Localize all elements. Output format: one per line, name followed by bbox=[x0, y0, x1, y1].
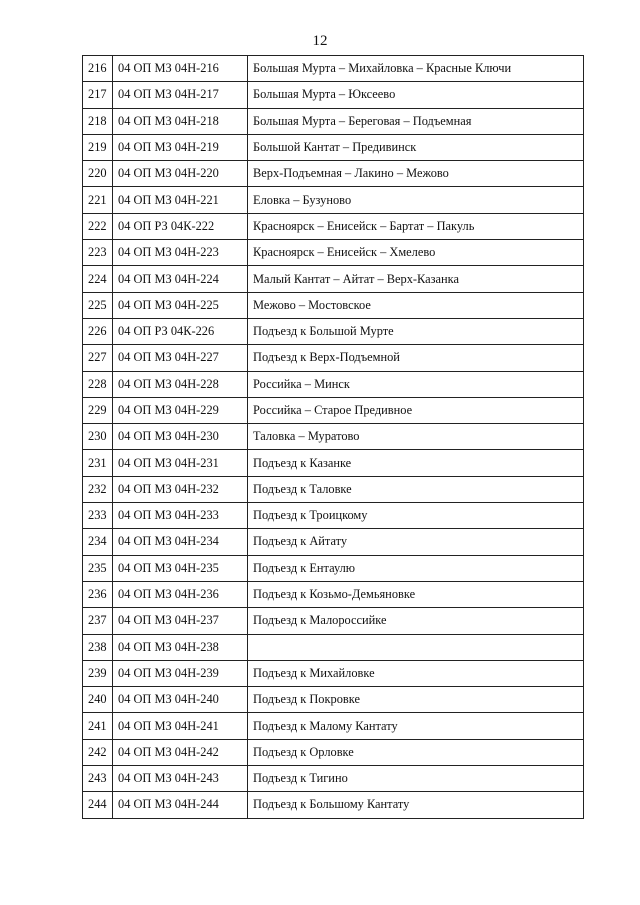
road-code-cell: 04 ОП МЗ 04Н-237 bbox=[113, 608, 248, 634]
road-code-cell: 04 ОП МЗ 04Н-236 bbox=[113, 581, 248, 607]
row-number-cell: 232 bbox=[83, 476, 113, 502]
road-name-cell: Малый Кантат – Айтат – Верх-Казанка bbox=[248, 266, 584, 292]
table-row bbox=[83, 108, 584, 134]
row-number-cell: 220 bbox=[83, 161, 113, 187]
table-row bbox=[83, 608, 584, 634]
road-code-cell: 04 ОП МЗ 04Н-218 bbox=[113, 108, 248, 134]
row-number-cell: 236 bbox=[83, 581, 113, 607]
road-name-cell: Верх-Подъемная – Лакино – Межово bbox=[248, 161, 584, 187]
road-name-cell: Подъезд к Троицкому bbox=[248, 503, 584, 529]
row-number-cell: 230 bbox=[83, 424, 113, 450]
table-row bbox=[83, 581, 584, 607]
road-code-cell: 04 ОП МЗ 04Н-221 bbox=[113, 187, 248, 213]
road-code-cell: 04 ОП МЗ 04Н-243 bbox=[113, 766, 248, 792]
road-name-cell: Подъезд к Малому Кантату bbox=[248, 713, 584, 739]
table-row bbox=[83, 56, 584, 82]
row-number-cell: 241 bbox=[83, 713, 113, 739]
page-number: 12 bbox=[312, 33, 328, 49]
row-number-cell: 240 bbox=[83, 687, 113, 713]
table-row bbox=[83, 450, 584, 476]
row-number-cell: 242 bbox=[83, 739, 113, 765]
table-row bbox=[83, 792, 584, 818]
row-number-cell: 221 bbox=[83, 187, 113, 213]
row-number-cell: 229 bbox=[83, 397, 113, 423]
road-code-cell: 04 ОП МЗ 04Н-233 bbox=[113, 503, 248, 529]
road-name-cell: Подъезд к Тигино bbox=[248, 766, 584, 792]
table-row bbox=[83, 161, 584, 187]
road-name-cell bbox=[248, 634, 584, 660]
road-code-cell: 04 ОП МЗ 04Н-228 bbox=[113, 371, 248, 397]
table-row bbox=[83, 687, 584, 713]
road-code-cell: 04 ОП МЗ 04Н-241 bbox=[113, 713, 248, 739]
row-number-cell: 228 bbox=[83, 371, 113, 397]
road-code-cell: 04 ОП МЗ 04Н-223 bbox=[113, 240, 248, 266]
road-name-cell: Подъезд к Ентаулю bbox=[248, 555, 584, 581]
table-row bbox=[83, 766, 584, 792]
road-code-cell: 04 ОП МЗ 04Н-235 bbox=[113, 555, 248, 581]
road-code-cell: 04 ОП МЗ 04Н-220 bbox=[113, 161, 248, 187]
table-row bbox=[83, 529, 584, 555]
row-number-cell: 244 bbox=[83, 792, 113, 818]
table-row bbox=[83, 660, 584, 686]
row-number-cell: 234 bbox=[83, 529, 113, 555]
road-code-cell: 04 ОП МЗ 04Н-242 bbox=[113, 739, 248, 765]
table-row bbox=[83, 739, 584, 765]
road-name-cell: Подъезд к Козьмо-Демьяновке bbox=[248, 581, 584, 607]
table-row bbox=[83, 292, 584, 318]
table-row bbox=[83, 397, 584, 423]
row-number-cell: 225 bbox=[83, 292, 113, 318]
table-row bbox=[83, 371, 584, 397]
row-number-cell: 237 bbox=[83, 608, 113, 634]
road-name-cell: Большой Кантат – Предивинск bbox=[248, 134, 584, 160]
road-name-cell: Подъезд к Михайловке bbox=[248, 660, 584, 686]
table-row bbox=[83, 134, 584, 160]
road-code-cell: 04 ОП МЗ 04Н-234 bbox=[113, 529, 248, 555]
road-name-cell: Российка – Старое Предивное bbox=[248, 397, 584, 423]
road-code-cell: 04 ОП МЗ 04Н-230 bbox=[113, 424, 248, 450]
road-code-cell: 04 ОП МЗ 04Н-224 bbox=[113, 266, 248, 292]
row-number-cell: 226 bbox=[83, 318, 113, 344]
road-name-cell: Большая Мурта – Береговая – Подъемная bbox=[248, 108, 584, 134]
roads-table bbox=[82, 55, 584, 819]
row-number-cell: 233 bbox=[83, 503, 113, 529]
row-number-cell: 217 bbox=[83, 82, 113, 108]
row-number-cell: 235 bbox=[83, 555, 113, 581]
row-number-cell: 218 bbox=[83, 108, 113, 134]
row-number-cell: 239 bbox=[83, 660, 113, 686]
road-code-cell: 04 ОП РЗ 04К-222 bbox=[113, 213, 248, 239]
road-code-cell: 04 ОП МЗ 04Н-232 bbox=[113, 476, 248, 502]
road-code-cell: 04 ОП МЗ 04Н-229 bbox=[113, 397, 248, 423]
road-name-cell: Таловка – Муратово bbox=[248, 424, 584, 450]
road-code-cell: 04 ОП МЗ 04Н-217 bbox=[113, 82, 248, 108]
road-code-cell: 04 ОП МЗ 04Н-240 bbox=[113, 687, 248, 713]
road-code-cell: 04 ОП МЗ 04Н-227 bbox=[113, 345, 248, 371]
road-code-cell: 04 ОП МЗ 04Н-244 bbox=[113, 792, 248, 818]
road-name-cell: Подъезд к Казанке bbox=[248, 450, 584, 476]
table-row bbox=[83, 82, 584, 108]
table-row bbox=[83, 318, 584, 344]
table-row bbox=[83, 266, 584, 292]
table-row bbox=[83, 345, 584, 371]
road-name-cell: Межово – Мостовское bbox=[248, 292, 584, 318]
table-row bbox=[83, 634, 584, 660]
road-name-cell: Подъезд к Покровке bbox=[248, 687, 584, 713]
table-row bbox=[83, 213, 584, 239]
row-number-cell: 219 bbox=[83, 134, 113, 160]
table-row bbox=[83, 503, 584, 529]
row-number-cell: 224 bbox=[83, 266, 113, 292]
table-row bbox=[83, 555, 584, 581]
road-name-cell: Подъезд к Малороссийке bbox=[248, 608, 584, 634]
road-name-cell: Подъезд к Таловке bbox=[248, 476, 584, 502]
road-name-cell: Российка – Минск bbox=[248, 371, 584, 397]
table-row bbox=[83, 240, 584, 266]
row-number-cell: 222 bbox=[83, 213, 113, 239]
road-name-cell: Красноярск – Енисейск – Хмелево bbox=[248, 240, 584, 266]
row-number-cell: 227 bbox=[83, 345, 113, 371]
road-code-cell: 04 ОП МЗ 04Н-231 bbox=[113, 450, 248, 476]
row-number-cell: 231 bbox=[83, 450, 113, 476]
road-name-cell: Подъезд к Айтату bbox=[248, 529, 584, 555]
road-name-cell: Подъезд к Верх-Подъемной bbox=[248, 345, 584, 371]
road-code-cell: 04 ОП МЗ 04Н-225 bbox=[113, 292, 248, 318]
road-code-cell: 04 ОП МЗ 04Н-238 bbox=[113, 634, 248, 660]
road-name-cell: Большая Мурта – Михайловка – Красные Ключи bbox=[248, 56, 584, 82]
road-code-cell: 04 ОП МЗ 04Н-216 bbox=[113, 56, 248, 82]
road-name-cell: Подъезд к Большому Кантату bbox=[248, 792, 584, 818]
road-code-cell: 04 ОП МЗ 04Н-239 bbox=[113, 660, 248, 686]
row-number-cell: 238 bbox=[83, 634, 113, 660]
row-number-cell: 223 bbox=[83, 240, 113, 266]
road-code-cell: 04 ОП МЗ 04Н-219 bbox=[113, 134, 248, 160]
road-name-cell: Красноярск – Енисейск – Бартат – Пакуль bbox=[248, 213, 584, 239]
road-name-cell: Еловка – Бузуново bbox=[248, 187, 584, 213]
roads-table-body bbox=[83, 56, 584, 819]
table-row bbox=[83, 424, 584, 450]
road-name-cell: Большая Мурта – Юксеево bbox=[248, 82, 584, 108]
row-number-cell: 216 bbox=[83, 56, 113, 82]
road-name-cell: Подъезд к Орловке bbox=[248, 739, 584, 765]
road-code-cell: 04 ОП РЗ 04К-226 bbox=[113, 318, 248, 344]
table-row bbox=[83, 713, 584, 739]
road-name-cell: Подъезд к Большой Мурте bbox=[248, 318, 584, 344]
table-row bbox=[83, 187, 584, 213]
table-row bbox=[83, 476, 584, 502]
row-number-cell: 243 bbox=[83, 766, 113, 792]
